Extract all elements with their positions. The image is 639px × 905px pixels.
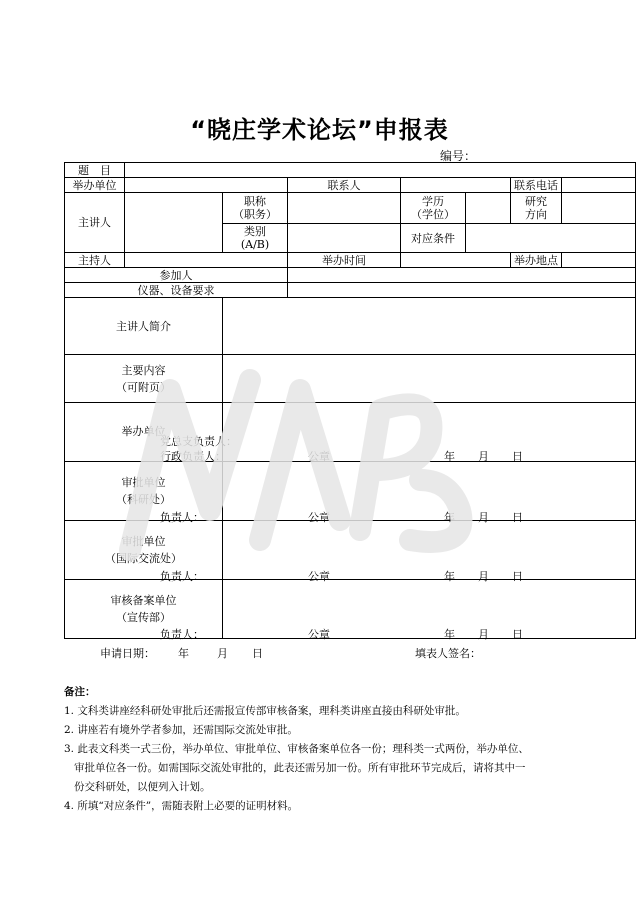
year-label-2: 年 bbox=[444, 511, 455, 524]
note-item-4: 4. 所填“对应条件”，需随表附上必要的证明材料。 bbox=[64, 800, 299, 812]
phone-label: 联系电话 bbox=[511, 178, 562, 193]
contact-field[interactable] bbox=[401, 178, 511, 193]
host-unit-label: 举办单位 bbox=[65, 178, 125, 193]
degree-label-line2: （学位） bbox=[411, 208, 455, 221]
month-label-1: 月 bbox=[478, 450, 489, 463]
moderator-field[interactable] bbox=[125, 253, 288, 268]
title-label bbox=[223, 193, 288, 224]
topic-field[interactable] bbox=[125, 163, 636, 178]
speaker-label: 主讲人 bbox=[65, 193, 125, 253]
category-label-line2: (A/B) bbox=[240, 238, 270, 251]
notes-section bbox=[64, 683, 574, 816]
month-label-3: 月 bbox=[478, 570, 489, 583]
speaker-intro-label bbox=[65, 298, 223, 355]
apply-date-label: 申请日期： bbox=[100, 647, 155, 660]
condition-label: 对应条件 bbox=[401, 224, 466, 253]
seal-label-4: 公章 bbox=[308, 628, 330, 641]
title-label-line1: 职称 bbox=[244, 195, 266, 208]
equipment-label: 仪器、设备要求 bbox=[65, 283, 288, 298]
filing-label-line1: 审核备案单位 bbox=[110, 594, 177, 607]
host-unit2-label: 举办单位 bbox=[121, 425, 166, 438]
approver2-label-line2: （国际交流处） bbox=[105, 552, 182, 565]
research-label bbox=[511, 193, 562, 224]
research-field[interactable] bbox=[562, 193, 636, 224]
filing-sign-area[interactable] bbox=[223, 580, 636, 639]
notes-title: 备注： bbox=[64, 686, 96, 698]
title-label-line2: （职务） bbox=[233, 208, 277, 221]
degree-field[interactable] bbox=[466, 193, 511, 224]
apply-day-label: 日 bbox=[252, 647, 263, 660]
place-field[interactable] bbox=[562, 253, 636, 268]
title-field[interactable] bbox=[288, 193, 401, 224]
content-label-line1: 主要内容 bbox=[121, 363, 166, 377]
speaker-intro-field[interactable] bbox=[223, 298, 636, 355]
speaker-field[interactable] bbox=[125, 193, 223, 253]
year-label-4: 年 bbox=[444, 628, 455, 641]
note-item-3-cont-2: 份交科研处，以便列入计划。 bbox=[74, 781, 211, 793]
page-title: “晓庄学术论坛”申报表 bbox=[190, 116, 449, 144]
approver2-sign-area[interactable] bbox=[223, 521, 636, 580]
category-label bbox=[223, 224, 288, 253]
apply-year-label: 年 bbox=[178, 647, 189, 660]
approver2-label-line1: 审批单位 bbox=[121, 535, 166, 548]
head-label-2: 负责人： bbox=[160, 511, 204, 524]
apply-month-label: 月 bbox=[217, 647, 228, 660]
time-field[interactable] bbox=[401, 253, 511, 268]
approver1-label-line2: （科研处） bbox=[116, 493, 171, 506]
content-label bbox=[65, 355, 223, 403]
category-label-line1: 类别 bbox=[244, 225, 266, 238]
approver1-sign-area[interactable] bbox=[223, 462, 636, 521]
participants-label: 参加人 bbox=[65, 268, 288, 283]
approver1-label-line1: 审批单位 bbox=[121, 476, 166, 489]
party-head-label: 党总支负责人： bbox=[160, 435, 237, 448]
category-field[interactable] bbox=[288, 224, 401, 253]
research-label-line1: 研究 bbox=[525, 195, 547, 208]
month-label-4: 月 bbox=[478, 628, 489, 641]
note-item-3-cont-1: 审批单位各一份。如需国际交流处审批的，此表还需另加一份。所有审批环节完成后，请将其中一 bbox=[74, 762, 526, 774]
day-label-3: 日 bbox=[512, 570, 523, 583]
year-label-3: 年 bbox=[444, 570, 455, 583]
degree-label-line1: 学历 bbox=[422, 195, 444, 208]
phone-field[interactable] bbox=[562, 178, 636, 193]
equipment-field[interactable] bbox=[288, 283, 636, 298]
note-item-3: 3. 此表文科类一式三份，举办单位、审批单位、审核备案单位各一份；理科类一式两份，举办单位、 bbox=[64, 743, 529, 755]
participants-field[interactable] bbox=[288, 268, 636, 283]
note-item-2: 2. 讲座若有境外学者参加，还需国际交流处审批。 bbox=[64, 724, 298, 736]
research-label-line2: 方向 bbox=[525, 208, 547, 221]
seal-label-2: 公章 bbox=[308, 511, 330, 524]
year-label-1: 年 bbox=[444, 450, 455, 463]
topic-label: 题 目 bbox=[65, 163, 125, 178]
speaker-intro-text: 主讲人简介 bbox=[116, 319, 171, 333]
filing-label-line2: （宣传部） bbox=[116, 611, 171, 624]
host-unit2-sign-area[interactable] bbox=[223, 403, 636, 462]
day-label-1: 日 bbox=[512, 450, 523, 463]
head-label-3: 负责人： bbox=[160, 570, 204, 583]
day-label-2: 日 bbox=[512, 511, 523, 524]
application-form-table bbox=[64, 162, 636, 639]
content-label-line2: （可附页） bbox=[116, 380, 171, 394]
place-label: 举办地点 bbox=[511, 253, 562, 268]
seal-label-3: 公章 bbox=[308, 570, 330, 583]
filler-sign-label: 填表人签名： bbox=[415, 647, 481, 660]
serial-number-label: 编号： bbox=[440, 149, 477, 163]
contact-label: 联系人 bbox=[288, 178, 401, 193]
admin-head-label: 行政负责人： bbox=[160, 450, 226, 463]
degree-label bbox=[401, 193, 466, 224]
host-unit-field[interactable] bbox=[125, 178, 288, 193]
condition-field[interactable] bbox=[466, 224, 636, 253]
content-field[interactable] bbox=[223, 355, 636, 403]
day-label-4: 日 bbox=[512, 628, 523, 641]
seal-label-1: 公章 bbox=[308, 450, 330, 463]
head-label-4: 负责人： bbox=[160, 628, 204, 641]
note-item-1: 1. 文科类讲座经科研处审批后还需报宣传部审核备案，理科类讲座直接由科研处审批。 bbox=[64, 705, 466, 717]
month-label-2: 月 bbox=[478, 511, 489, 524]
time-label: 举办时间 bbox=[288, 253, 401, 268]
moderator-label: 主持人 bbox=[65, 253, 125, 268]
